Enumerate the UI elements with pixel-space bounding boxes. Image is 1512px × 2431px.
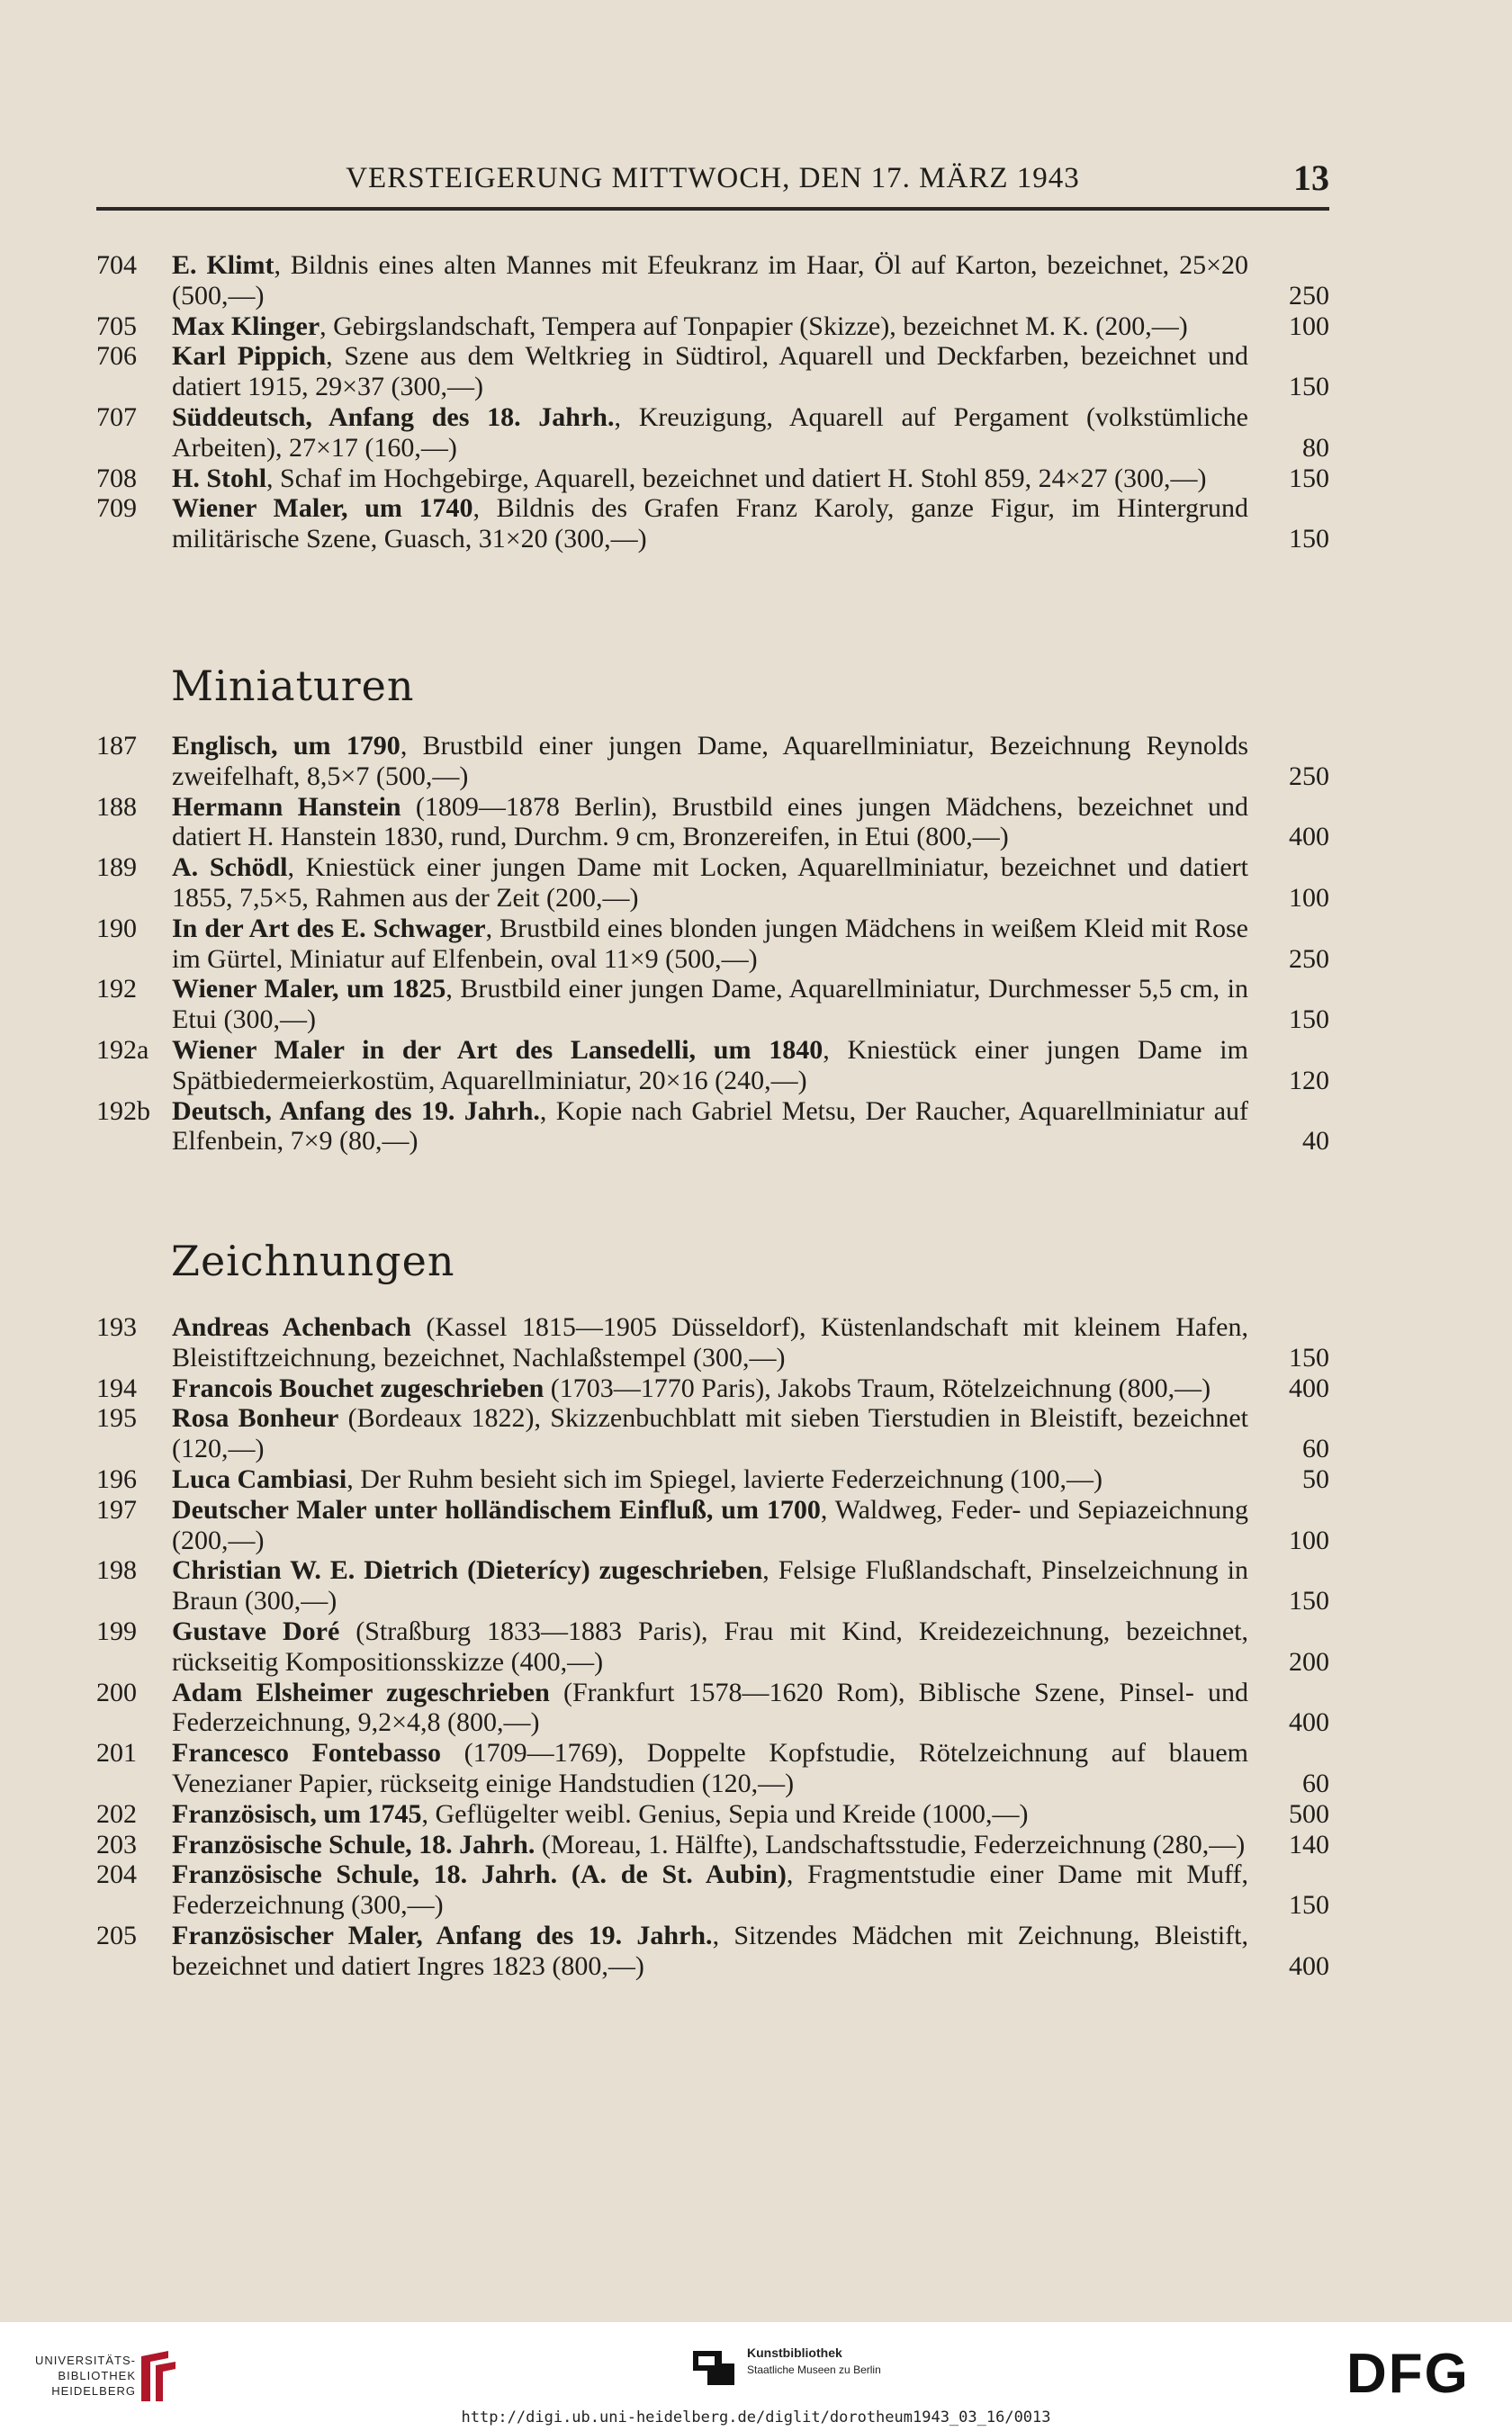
lot-detail: (Moreau, 1. Hälfte), Landschaftsstudie, Federzeichnung (280,—): [535, 1829, 1246, 1859]
lot-description: [172, 1738, 1329, 1799]
lot-detail: , Der Ruhm besieht sich im Spiegel, lavierte Federzeichnung (100,—): [346, 1463, 1102, 1494]
lot-estimate: 400: [1289, 822, 1329, 852]
lot-description: [172, 1799, 1329, 1830]
lot-description: [172, 1373, 1329, 1404]
lot-number: 205: [96, 1920, 137, 1950]
lot-artist: A. Schödl: [172, 852, 288, 883]
lot-estimate: 250: [1289, 761, 1329, 791]
lot-entry: [96, 974, 1329, 1035]
lot-detail: , Kniestück einer jungen Dame im Spätbiedermeierkostüm, Aquarellminiatur, 20×16 (240,—): [172, 1034, 1248, 1095]
lot-entry: [96, 1799, 1329, 1830]
lot-entry: [96, 1312, 1329, 1373]
lot-detail: , Bildnis des Grafen Franz Karoly, ganze Figur, im Hintergrund militärische Szene, Guasch, 31×20 (300,—): [172, 493, 1248, 554]
lot-artist: Rosa Bonheur: [172, 1403, 339, 1434]
lot-detail: , Kopie nach Gabriel Metsu, Der Raucher, Aquarellminiatur auf Elfenbein, 7×9 (80,—): [172, 1095, 1249, 1157]
section-title-zeichnungen: Zeichnungen: [171, 1237, 455, 1285]
lot-description: [172, 1678, 1329, 1739]
lot-description: [172, 731, 1329, 792]
lot-detail: (1703—1770 Paris), Jakobs Traum, Rötelzeichnung (800,—): [544, 1373, 1211, 1403]
lot-number: 187: [96, 731, 137, 761]
lot-detail: (Frankfurt 1578—1620 Rom), Biblische Szene, Pinsel- und Federzeichnung, 9,2×4,8 (800,—): [172, 1677, 1249, 1738]
lot-entry: [96, 311, 1329, 342]
lot-entry: [96, 493, 1329, 554]
page-number: 13: [1293, 158, 1329, 198]
lot-entry: [96, 1555, 1329, 1616]
lot-estimate: 150: [1289, 372, 1329, 402]
lot-artist: Französischer Maler, Anfang des 19. Jahrh.: [172, 1920, 713, 1950]
lot-entry: [96, 792, 1329, 853]
lot-description: [172, 914, 1329, 975]
lot-detail: , Kniestück einer jungen Dame mit Locken, Aquarellminiatur, bezeichnet und datiert 1855, 7,5×5, Rahmen aus der Zeit (200,—): [172, 852, 1248, 913]
lot-number: 708: [96, 463, 137, 493]
university-logo-icon[interactable]: [138, 2349, 179, 2405]
lot-number: 202: [96, 1798, 137, 1829]
running-head-title: VERSTEIGERUNG MITTWOCH, DEN 17. MÄRZ 1943: [346, 162, 1080, 194]
lot-estimate: 100: [1289, 1525, 1329, 1555]
university-library-name: [23, 2353, 136, 2399]
lot-entry: [96, 1921, 1329, 1982]
lot-number: 189: [96, 852, 137, 883]
lot-detail: (Kassel 1815—1905 Düsseldorf), Küstenlandschaft mit kleinem Hafen, Bleistiftzeichnung, bezeichnet, Nachlaßstempel (300,—): [172, 1312, 1248, 1373]
lot-entry: [96, 1035, 1329, 1096]
lot-artist: Wiener Maler, um 1825: [172, 974, 446, 1004]
lot-artist: Französische Schule, 18. Jahrh. (A. de St. Aubin): [172, 1859, 787, 1890]
university-line: BIBLIOTHEK: [58, 2369, 136, 2382]
lot-description: [172, 1495, 1329, 1556]
lot-detail: , Felsige Flußlandschaft, Pinselzeichnung in Braun (300,—): [172, 1555, 1249, 1616]
lot-entry: [96, 1464, 1329, 1495]
lot-detail: , Geflügelter weibl. Genius, Sepia und Kreide (1000,—): [421, 1798, 1029, 1829]
lot-artist: Französische Schule, 18. Jahrh.: [172, 1829, 536, 1859]
lot-estimate: 60: [1302, 1768, 1329, 1798]
lot-artist: Adam Elsheimer zugeschrieben: [172, 1677, 550, 1707]
lot-detail: (1809—1878 Berlin), Brustbild eines jungen Mädchens, bezeichnet und datiert H. Hanstein 1830, rund, Durchm. 9 cm, Bronzereifen, in Etui (800,—): [172, 791, 1248, 852]
lots-list-miniaturen: [96, 731, 1329, 1157]
lot-description: [172, 493, 1329, 554]
lot-estimate: 80: [1302, 432, 1329, 463]
lot-number: 704: [96, 250, 137, 280]
lot-detail: , Gebirgslandschaft, Tempera auf Tonpapier (Skizze), bezeichnet M. K. (200,—): [320, 311, 1188, 341]
lot-number: 190: [96, 913, 137, 943]
lot-detail: , Brustbild einer jungen Dame, Aquarellminiatur, Bezeichnung Reynolds zweifelhaft, 8,5×7 (500,—): [172, 731, 1248, 791]
lot-entry: [96, 1859, 1329, 1921]
lot-entry: [96, 1616, 1329, 1678]
lot-entry: [96, 1403, 1329, 1464]
lot-entry: [96, 1373, 1329, 1404]
lot-estimate: 150: [1289, 1586, 1329, 1616]
lot-artist: Wiener Maler in der Art des Lansedelli, um 1840: [172, 1034, 824, 1065]
lot-estimate: 120: [1289, 1065, 1329, 1095]
lot-detail: (1709—1769), Doppelte Kopfstudie, Rötelzeichnung auf blauem Venezianer Papier, rückseitg einige Handstudien (120,—): [172, 1738, 1248, 1798]
lot-number: 192: [96, 974, 137, 1004]
lot-number: 192a: [96, 1034, 149, 1065]
lot-artist: Süddeutsch, Anfang des 18. Jahrh.: [172, 401, 615, 432]
lot-estimate: 50: [1302, 1463, 1329, 1494]
lot-artist: Max Klinger: [172, 311, 320, 341]
lot-detail: (Bordeaux 1822), Skizzenbuchblatt mit sieben Tierstudien in Bleistift, bezeichnet (120,—): [172, 1403, 1248, 1464]
lot-number: 198: [96, 1555, 137, 1586]
library-title: Kunstbibliothek: [747, 2345, 842, 2360]
lot-description: [172, 1096, 1329, 1157]
lot-entry: [96, 1738, 1329, 1799]
lot-number: 197: [96, 1494, 137, 1525]
lot-artist: E. Klimt: [172, 250, 274, 280]
library-subtitle: Staatliche Museen zu Berlin: [747, 2363, 881, 2376]
lot-estimate: 40: [1302, 1126, 1329, 1157]
lot-entry: [96, 914, 1329, 975]
lot-number: 188: [96, 791, 137, 822]
lot-artist: Wiener Maler, um 1740: [172, 493, 473, 524]
lot-description: [172, 250, 1329, 311]
lot-estimate: 200: [1289, 1646, 1329, 1677]
lots-list-top: [96, 250, 1329, 554]
running-head: [96, 155, 1329, 207]
lot-number: 201: [96, 1738, 137, 1769]
lot-detail: , Fragmentstudie einer Dame mit Muff, Federzeichnung (300,—): [172, 1859, 1248, 1921]
lot-detail: (Straßburg 1833—1883 Paris), Frau mit Kind, Kreidezeichnung, bezeichnet, rückseitig Kompositionsskizze (400,—): [172, 1616, 1248, 1677]
lot-estimate: 400: [1289, 1373, 1329, 1403]
lot-detail: , Sitzendes Mädchen mit Zeichnung, Bleistift, bezeichnet und datiert Ingres 1823 (800,—): [172, 1920, 1249, 1981]
lot-artist: Francois Bouchet zugeschrieben: [172, 1373, 544, 1403]
university-line: HEIDELBERG: [51, 2384, 136, 2398]
lot-entry: [96, 1096, 1329, 1157]
lot-detail: , Kreuzigung, Aquarell auf Pergament (volkstümliche Arbeiten), 27×17 (160,—): [172, 401, 1248, 463]
lot-detail: , Waldweg, Feder- und Sepiazeichnung (200,—): [172, 1494, 1248, 1555]
lot-entry: [96, 341, 1329, 402]
header-rule: [96, 207, 1329, 211]
dfg-logo-text: DFG: [1346, 2345, 1470, 2399]
lot-description: [172, 1830, 1329, 1860]
lot-estimate: 250: [1289, 280, 1329, 311]
lot-entry: [96, 1678, 1329, 1739]
lot-estimate: 100: [1289, 882, 1329, 913]
lot-artist: H. Stohl: [172, 463, 267, 493]
lot-entry: [96, 1830, 1329, 1860]
lot-description: [172, 311, 1329, 342]
lot-entry: [96, 250, 1329, 311]
kunstbibliothek-logo-icon[interactable]: [691, 2349, 736, 2387]
lot-entry: [96, 852, 1329, 914]
lot-artist: Hermann Hanstein: [172, 791, 401, 822]
lot-number: 192b: [96, 1095, 150, 1126]
lot-estimate: 150: [1289, 1342, 1329, 1373]
lots-list-zeichnungen: [96, 1312, 1329, 1982]
lot-estimate: 500: [1289, 1798, 1329, 1829]
lot-artist: Französisch, um 1745: [172, 1798, 422, 1829]
lot-artist: Englisch, um 1790: [172, 731, 400, 761]
lot-number: 705: [96, 311, 137, 341]
lot-estimate: 150: [1289, 1004, 1329, 1035]
lot-detail: , Schaf im Hochgebirge, Aquarell, bezeichnet und datiert H. Stohl 859, 24×27 (300,—): [266, 463, 1207, 493]
lot-description: [172, 852, 1329, 914]
lot-artist: Deutsch, Anfang des 19. Jahrh.: [172, 1095, 540, 1126]
lot-number: 194: [96, 1373, 137, 1403]
lot-number: 196: [96, 1463, 137, 1494]
lot-estimate: 140: [1289, 1829, 1329, 1859]
lot-description: [172, 1035, 1329, 1096]
lot-artist: Gustave Doré: [172, 1616, 340, 1646]
lot-description: [172, 792, 1329, 853]
lot-number: 203: [96, 1829, 137, 1859]
dfg-logo-icon[interactable]: [1346, 2345, 1490, 2399]
lot-artist: Francesco Fontebasso: [172, 1738, 441, 1769]
lot-description: [172, 1403, 1329, 1464]
lot-detail: , Brustbild eines blonden jungen Mädchens in weißem Kleid mit Rose im Gürtel, Miniatur auf Elfenbein, oval 11×9 (500,—): [172, 913, 1248, 974]
lot-artist: Deutscher Maler unter holländischem Einfluß, um 1700: [172, 1494, 821, 1525]
lot-estimate: 150: [1289, 524, 1329, 554]
lot-description: [172, 1616, 1329, 1678]
lot-number: 200: [96, 1677, 137, 1707]
section-title-miniaturen: Miniaturen: [171, 662, 415, 710]
lot-estimate: 60: [1302, 1434, 1329, 1464]
lot-artist: Christian W. E. Dietrich (Dieterícy) zugeschrieben: [172, 1555, 763, 1586]
lot-description: [172, 1555, 1329, 1616]
lot-description: [172, 1464, 1329, 1495]
lot-number: 709: [96, 493, 137, 524]
lot-estimate: 150: [1289, 1890, 1329, 1921]
lot-description: [172, 341, 1329, 402]
lot-description: [172, 464, 1329, 494]
lot-detail: , Brustbild einer jungen Dame, Aquarellminiatur, Durchmesser 5,5 cm, in Etui (300,—): [172, 974, 1248, 1035]
lot-description: [172, 1859, 1329, 1921]
lot-estimate: 250: [1289, 943, 1329, 974]
lot-number: 707: [96, 401, 137, 432]
lot-number: 706: [96, 341, 137, 372]
lot-artist: Andreas Achenbach: [172, 1312, 411, 1342]
university-line: UNIVERSITÄTS-: [35, 2354, 136, 2367]
lot-artist: In der Art des E. Schwager: [172, 913, 486, 943]
lot-entry: [96, 464, 1329, 494]
lot-description: [172, 1312, 1329, 1373]
kunstbibliothek-label: [747, 2345, 881, 2376]
lot-estimate: 400: [1289, 1950, 1329, 1981]
lot-number: 193: [96, 1312, 137, 1342]
lot-estimate: 100: [1289, 311, 1329, 341]
lot-estimate: 400: [1289, 1707, 1329, 1738]
permalink-url[interactable]: http://digi.ub.uni-heidelberg.de/diglit/dorotheum1943_03_16/0013: [461, 2408, 1051, 2426]
lot-artist: Luca Cambiasi: [172, 1463, 347, 1494]
lot-artist: Karl Pippich: [172, 341, 327, 372]
lot-detail: , Szene aus dem Weltkrieg in Südtirol, Aquarell und Deckfarben, bezeichnet und datiert 1915, 29×37 (300,—): [172, 341, 1248, 402]
lot-description: [172, 402, 1329, 464]
lot-entry: [96, 731, 1329, 792]
lot-description: [172, 1921, 1329, 1982]
lot-entry: [96, 1495, 1329, 1556]
viewer-footer: [0, 2322, 1512, 2431]
lot-detail: , Bildnis eines alten Mannes mit Efeukranz im Haar, Öl auf Karton, bezeichnet, 25×20 (500,—): [172, 250, 1248, 311]
lot-description: [172, 974, 1329, 1035]
lot-number: 195: [96, 1403, 137, 1434]
lot-entry: [96, 402, 1329, 464]
lot-estimate: 150: [1289, 463, 1329, 493]
lot-number: 204: [96, 1859, 137, 1890]
lot-number: 199: [96, 1616, 137, 1646]
